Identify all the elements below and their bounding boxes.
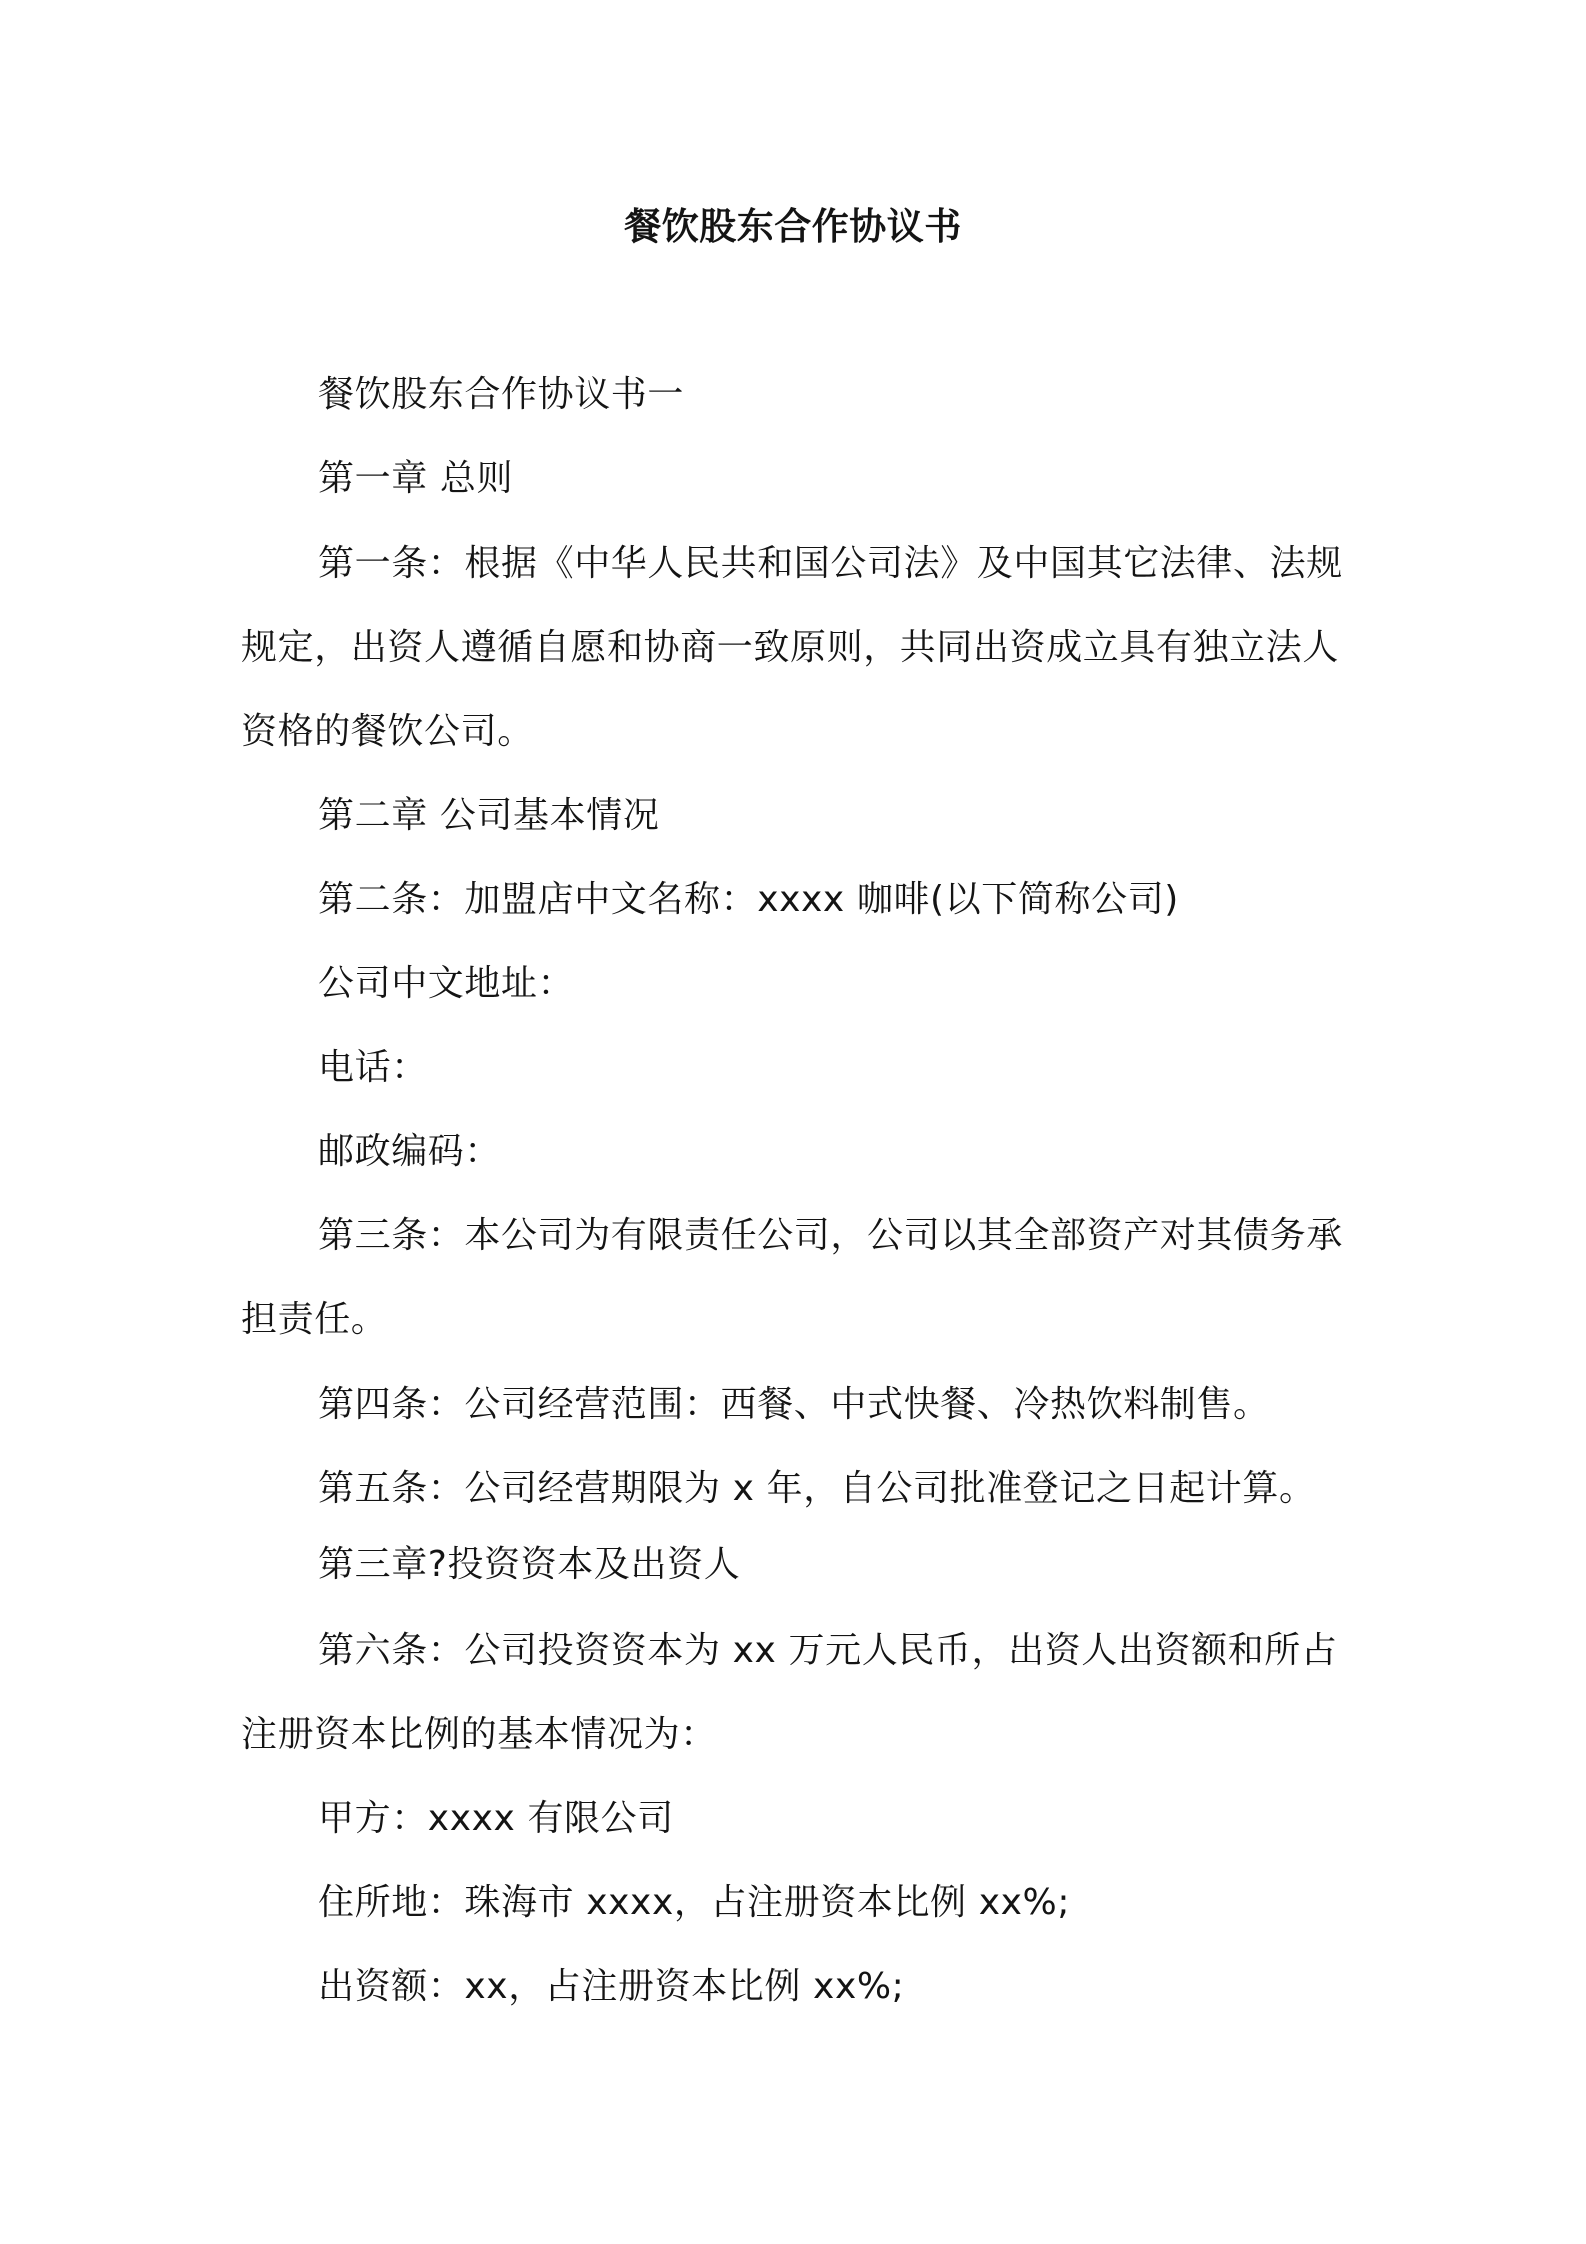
article-1-line-3: 资格的餐饮公司。	[241, 711, 534, 752]
party-a-line: 甲方：xxxx 有限公司	[318, 1798, 674, 1839]
chapter-3-heading: 第三章?投资资本及出资人	[318, 1544, 741, 1585]
article-4-line: 第四条：公司经营范围：西餐、中式快餐、冷热饮料制售。	[318, 1384, 1270, 1425]
article-1-line-2: 规定，出资人遵循自愿和协商一致原则，共同出资成立具有独立法人	[241, 627, 1340, 668]
residence-line: 住所地：珠海市 xxxx，占注册资本比例 xx%;	[318, 1882, 1071, 1923]
document-title: 餐饮股东合作协议书	[624, 205, 962, 248]
chapter-2-heading: 第二章 公司基本情况	[318, 795, 660, 836]
capital-contribution-line: 出资额：xx，占注册资本比例 xx%;	[318, 1966, 905, 2007]
chapter-1-heading: 第一章 总则	[318, 458, 514, 499]
article-6-line-1: 第六条：公司投资资本为 xx 万元人民币，出资人出资额和所占	[318, 1630, 1338, 1671]
article-3-line-2: 担责任。	[241, 1299, 388, 1340]
article-3-line-1: 第三条：本公司为有限责任公司，公司以其全部资产对其债务承	[318, 1215, 1343, 1256]
article-1-line-1: 第一条：根据《中华人民共和国公司法》及中国其它法律、法规	[318, 543, 1343, 584]
article-5-line: 第五条：公司经营期限为 x 年，自公司批准登记之日起计算。	[318, 1468, 1316, 1509]
postal-code-label: 邮政编码：	[318, 1131, 502, 1172]
agreement-subtitle: 餐饮股东合作协议书一	[318, 374, 685, 415]
phone-label: 电话：	[318, 1047, 428, 1088]
company-address-label: 公司中文地址：	[318, 963, 575, 1004]
article-6-line-2: 注册资本比例的基本情况为：	[241, 1714, 717, 1755]
article-2-line: 第二条：加盟店中文名称：xxxx 咖啡(以下简称公司)	[318, 879, 1179, 920]
